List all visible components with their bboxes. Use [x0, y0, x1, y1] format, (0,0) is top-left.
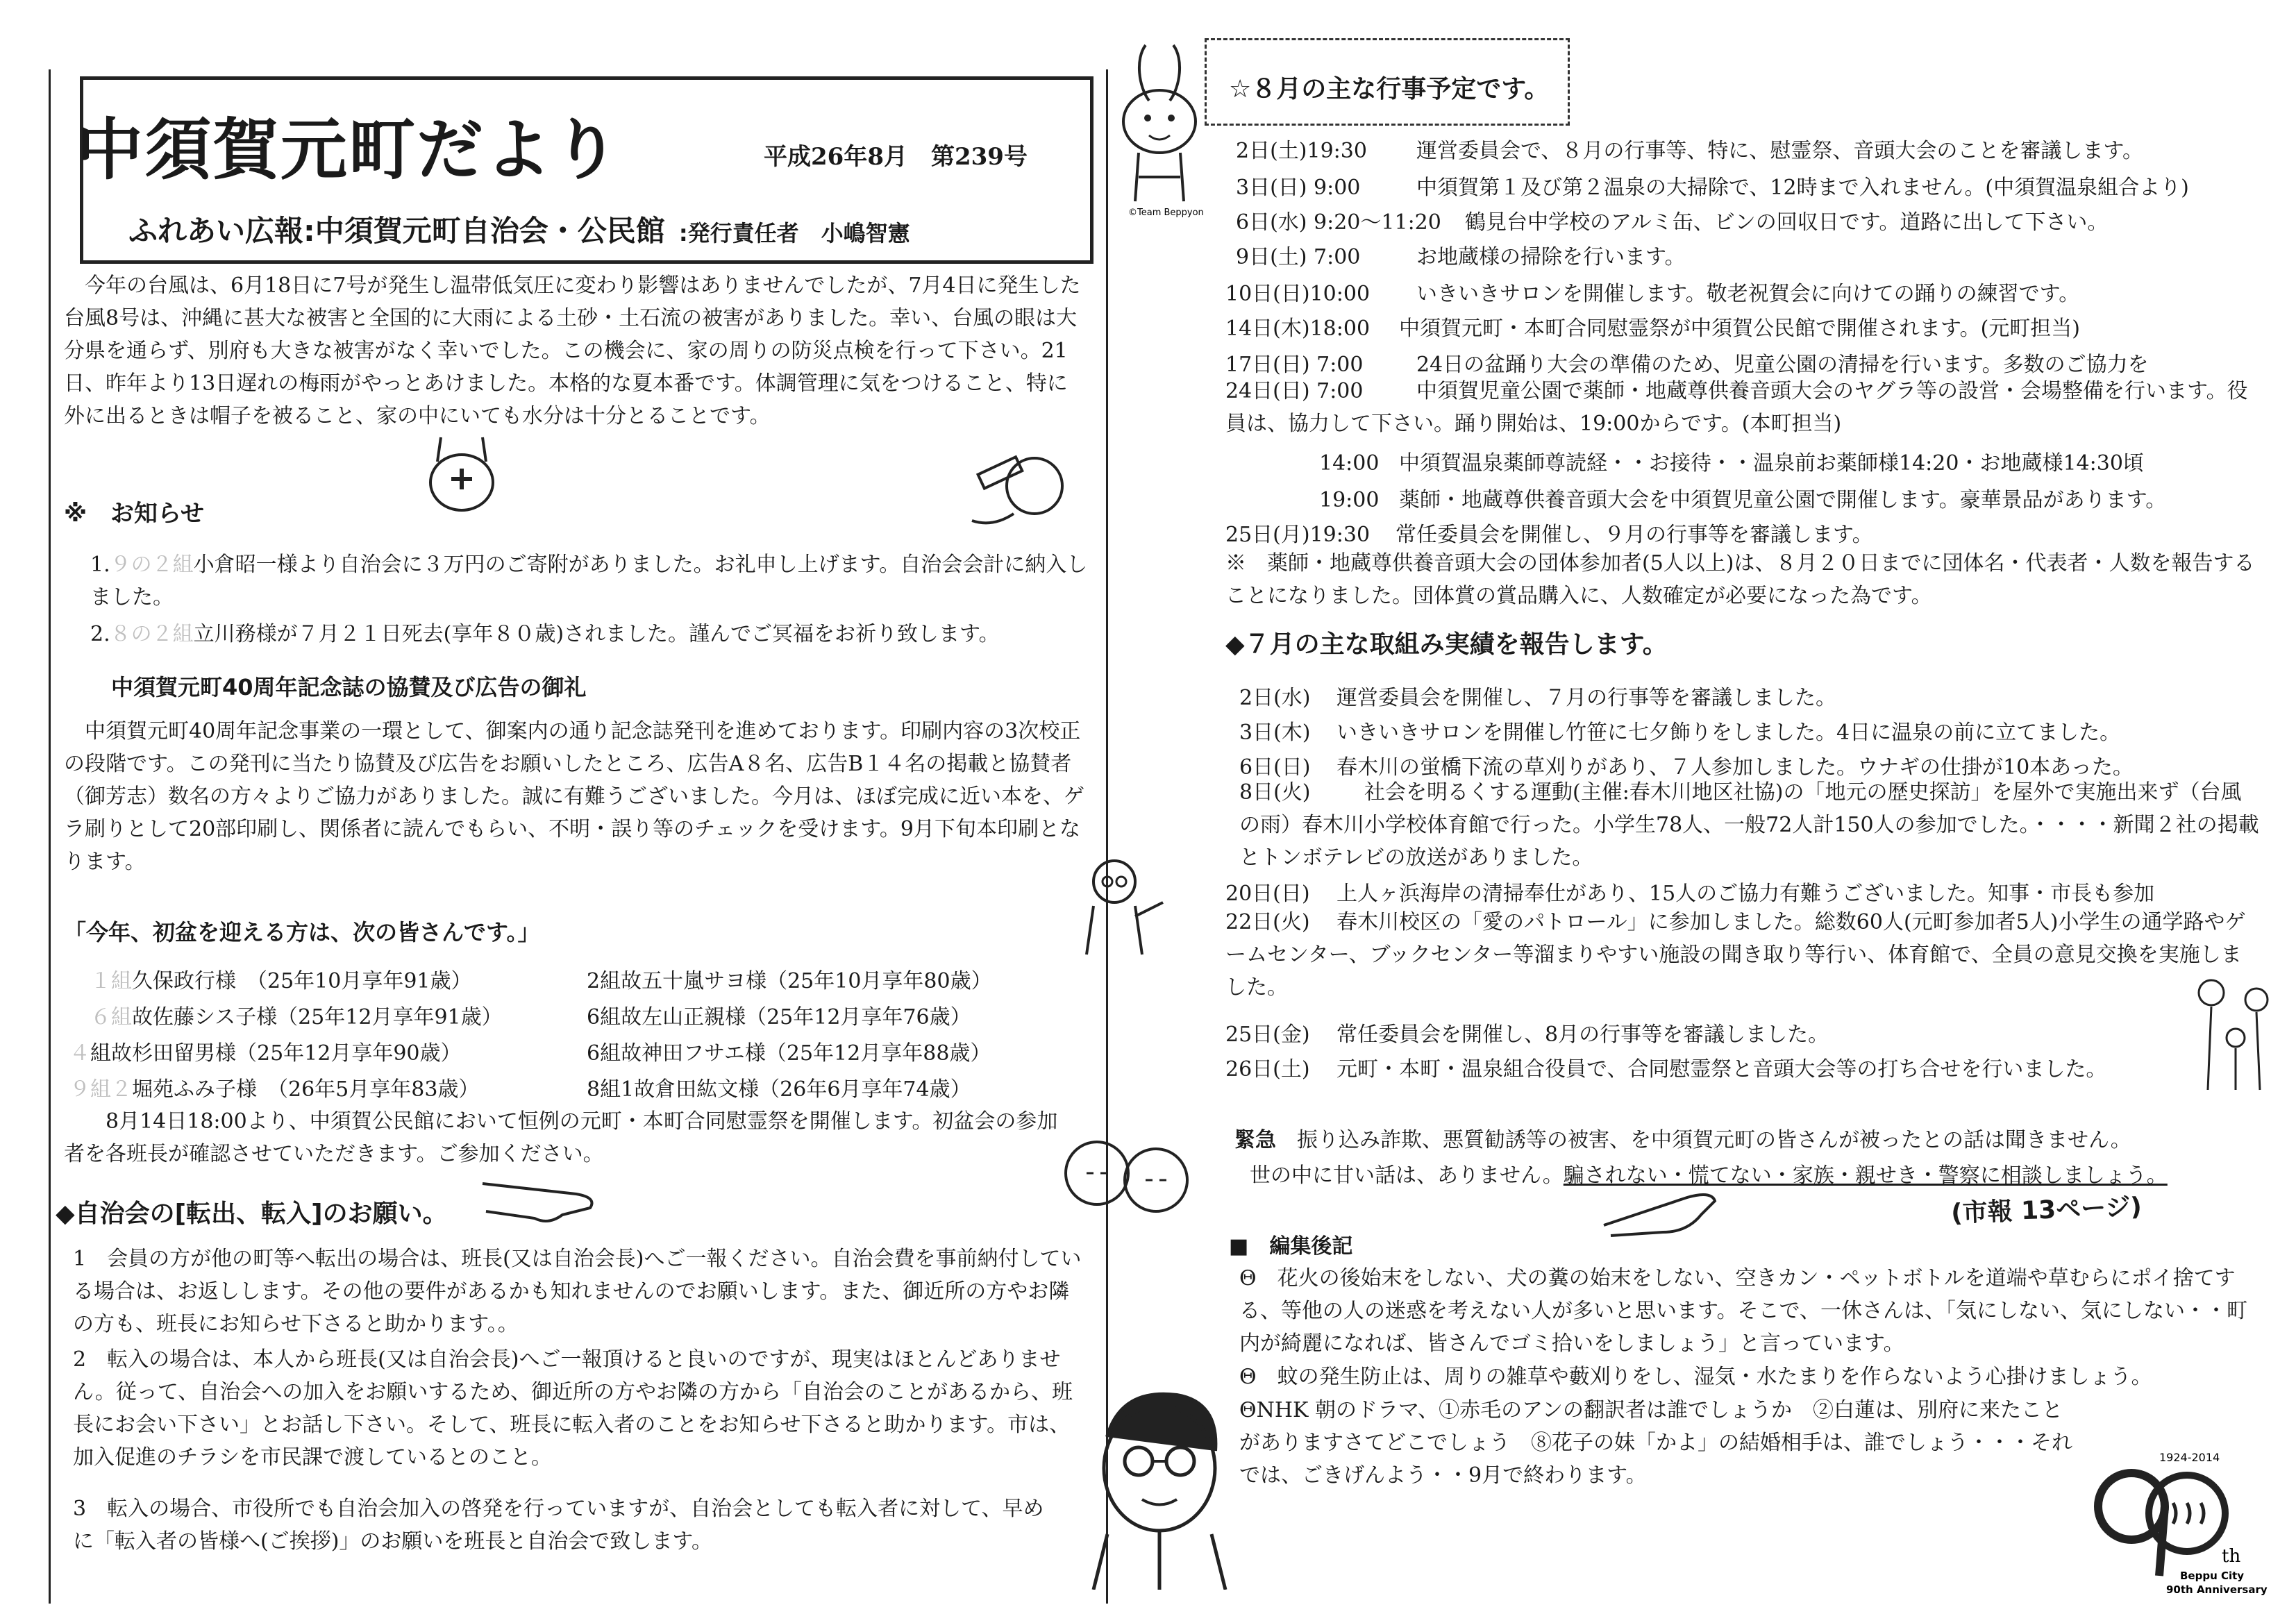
moving-paragraph-2: 2 転入の場合は、本人から班長(又は自治会長)へご一報頂けると良いのですが、現実はほとんどありません。従って、自治会への加入をお願いするため、御近所の方やお隣の方から「自治会のことがあるから、班長にお会い下さい」とお話し下さい。そして、班長に転入者のことをお知らせ下さると助かります。市は、加入促進のチラシを市民課で渡しているとのこと。	[73, 1347, 1073, 1470]
schedule-text: 24日の盆踊り大会の準備のため、児童公園の清掃を行います。多数のご協力を	[1416, 353, 2149, 377]
schedule-date: 9日(土) 7:00	[1236, 245, 1361, 269]
obon-name: 故佐藤シス子様（25年12月享年91歳）	[132, 1005, 503, 1029]
report-date: 20日(日)	[1225, 882, 1310, 906]
intro-paragraph: 今年の台風は、6月18日に7号が発生し温帯低気圧に変わり影響はありませんでしたが、7月4日に発生した台風8号は、沖縄に甚大な被害と全国的に大雨による土砂・土石流の被害がありました。幸い、台風の眼は大分県を通らず、別府も大きな被害がなく幸いでした。この機会に、家の周りの防災点検を行って下さい。21日、昨年より13日遅れの梅雨がやっとあけました。本格的な夏本番です。体調管理に気をつけること、特に外に出るときは帽子を被ること、家の中にいても水分は十分とることです。	[64, 274, 1081, 428]
obon-blurred-group: ４	[69, 1041, 90, 1066]
notice-blurred-group: ９の２組	[110, 553, 194, 577]
onsen-90-logo	[2076, 1437, 2270, 1604]
nurse-rabbit-icon	[417, 430, 507, 521]
report-row	[1239, 680, 1836, 711]
notice-blurred-group: ８の２組	[110, 622, 194, 646]
teacher-man-icon	[1080, 1381, 1239, 1590]
report-text: 運営委員会を開催し、７月の行事等を審議しました。	[1336, 686, 1836, 710]
newsletter-title: 中須賀元町だより	[76, 111, 621, 189]
schedule-text: 中須賀元町・本町合同慰霊祭が中須賀公民館で開催されます。(元町担当)	[1399, 317, 2081, 341]
report-text: 常任委員会を開催し、8月の行事等を審議しました。	[1336, 1023, 1829, 1047]
schedule-text: いきいきサロンを開催します。敬老祝賀会に向けての踊りの練習です。	[1416, 282, 2080, 306]
schedule-text: 中須賀児童公園で薬師・地蔵尊供養音頭大会のヤグラ等の設営・会場整備を行います。役員は、協力して下さい。踊り開始は、19:00からです。(本町担当)	[1225, 379, 2248, 436]
report-row	[1225, 906, 2260, 1004]
family-icon	[2187, 972, 2284, 1097]
obon-entry	[69, 1036, 462, 1066]
report-text: 元町・本町・温泉組合役員で、合同慰霊祭と音頭大会等の打ち合せを行いました。	[1336, 1057, 2107, 1082]
schedule-row	[1236, 205, 2108, 235]
schedule-row	[1236, 133, 2143, 164]
report-text: 社会を明るくする運動(主催:春木川地区社協)の「地元の歴史探訪」を屋外で実施出来ず（台風の雨）春木川小学校体育館で行った。小学生78人、一般72人計150人の参加でした。・・・・新聞２社の掲載とトンボテレビの放送がありました。	[1239, 780, 2259, 870]
schedule-row	[1225, 311, 2080, 342]
obon-blurred-group: １組	[90, 969, 132, 993]
schedule-row	[1319, 446, 2144, 476]
publisher: :発行責任者 小嶋智憲	[678, 220, 910, 246]
handwritten-note: (市報 13ページ)	[1950, 1193, 2143, 1228]
afterword-heading: ■ 編集後記	[1229, 1234, 1353, 1259]
obon-name: 組故杉田留男様（25年12月享年90歳）	[90, 1041, 462, 1066]
report-text: いきいきサロンを開催し竹笹に七夕飾りをしました。4日に温泉の前に立てました。	[1336, 721, 2121, 745]
schedule-text: 薬師・地蔵尊供養音頭大会を中須賀児童公園で開催します。豪華景品があります。	[1399, 488, 2167, 512]
obon-blurred-group: ６組	[90, 1005, 132, 1029]
subtitle-main: ふれあい広報:中須賀元町自治会・公民館	[128, 214, 665, 248]
schedule-text: 鶴見台中学校のアルミ缶、ビンの回収日です。道路に出して下さい。	[1465, 210, 2109, 235]
moving-paragraph-3: 3 転入の場合、市役所でも自治会加入の啓発を行っていますが、自治会としても転入者に対して、早めに「転入者の皆様へ(ご挨拶)」のお願いを班長と自治会で致します。	[73, 1497, 1044, 1554]
notice-text: 立川務様が７月２１日死去(享年８０歳)されました。謹んでご冥福をお祈り致します。	[193, 622, 1000, 646]
urgent-label: 緊急	[1234, 1128, 1276, 1152]
schedule-text: お地蔵様の掃除を行います。	[1416, 245, 1686, 269]
moving-heading: ◆自治会の[転出、転入]のお願い。	[56, 1200, 448, 1228]
obon-heading: 「今年、初盆を迎える方は、次の皆さんです。」	[64, 919, 540, 945]
schedule-row	[1319, 482, 2166, 513]
pointing-hand-icon	[1597, 1184, 1736, 1239]
report-row	[1239, 776, 2260, 874]
notices-heading: ※ お知らせ	[64, 500, 205, 528]
urgent-line-1	[1234, 1122, 2131, 1153]
schedule-row	[1225, 517, 1873, 548]
obon-name: 久保政行様 （25年10月享年91歳）	[132, 969, 472, 993]
logo-city: Beppu City	[2180, 1570, 2245, 1582]
urgent-text: 世の中に甘い話は、ありません。	[1250, 1163, 1564, 1188]
schedule-date: 25日(月)19:30	[1225, 523, 1371, 547]
notice-item-2	[90, 618, 1090, 650]
drinking-man-icon	[951, 444, 1076, 535]
report-date: 2日(水)	[1239, 686, 1311, 710]
august-note: ※ 薬師・地蔵尊供養音頭大会の団体参加者(5人以上)は、８月２０日までに団体名・代表者・人数を報告することになりました。団体賞の賞品購入に、人数確定が必要になった為です。	[1225, 551, 2255, 608]
report-text: 上人ヶ浜海岸の清掃奉仕があり、15人のご協力有難うございました。知事・市長も参加	[1336, 882, 2155, 906]
schedule-row	[1236, 170, 2189, 201]
urgent-text: 振り込み詐欺、悪質勧誘等の被害、を中須賀元町の皆さんが被ったとの話は聞きません。	[1297, 1128, 2131, 1152]
schedule-date: 10日(日)10:00	[1225, 282, 1371, 306]
anniversary-paragraph: 中須賀元町40周年記念事業の一環として、御案内の通り記念誌発刊を進めております。印刷内容の3次校正の段階です。この発刊に当たり協賛及び広告をお願いしたところ、広告A８名、広告B１４名の掲載と協賛者（御芳志）数名の方々よりご協力がありました。誠に有難うございました。今月は、ほぼ完成に近い本を、ゲラ刷りとして20部印刷し、関係者に読んでもらい、不明・誤り等のチェックを受けます。9月下旬本印刷となります。	[64, 719, 1084, 874]
schedule-text: 常任委員会を開催し、９月の行事等を審議します。	[1396, 523, 1873, 547]
urgent-advice: 騙されない・慌てない・家族・親せき・警察に相談しましょう。	[1563, 1163, 2168, 1188]
afterword-paragraph-2: Θ 蚊の発生防止は、周りの雑草や藪刈りをし、湿気・水たまりを作らないよう心掛けましょう。	[1239, 1365, 2152, 1389]
report-date: 8日(火)	[1239, 780, 1311, 805]
schedule-date: 14:00	[1319, 451, 1380, 476]
logo-th: th	[2222, 1546, 2241, 1567]
obon-entry: 6組故神田フサエ様（25年12月享年88歳）	[587, 1041, 991, 1066]
obon-entry: 8組1故倉田紘文様（26年6月享年74歳）	[587, 1077, 971, 1102]
schedule-text: 中須賀温泉薬師尊読経・・お接待・・温泉前お薬師様14:20・お地蔵様14:30頃	[1399, 451, 2144, 476]
report-text: 春木川の蛍橋下流の草刈りがあり、７人参加しました。ウナギの仕掛が10本あった。	[1336, 755, 2134, 780]
logo-anniversary: 90th Anniversary	[2166, 1583, 2268, 1596]
notice-item-1	[90, 548, 1090, 614]
issue-number: 平成26年8月 第239号	[764, 143, 1028, 171]
logo-years: 1924-2014	[2159, 1451, 2220, 1464]
schedule-row	[1225, 276, 2079, 307]
mascot-credit: ©Team Beppyon	[1128, 208, 1204, 218]
elderly-couple-icon	[1055, 1132, 1194, 1229]
obon-note: 8月14日18:00より、中須賀公民館において恒例の元町・本町合同慰霊祭を開催します。初盆会の参加者を各班長が確認させていただきます。ご参加ください。	[64, 1109, 1058, 1166]
schedule-row	[1225, 375, 2260, 440]
anniversary-heading: 中須賀元町40周年記念誌の協賛及び広告の御礼	[111, 674, 587, 700]
moving-paragraph-1: 1 会員の方が他の町等へ転出の場合は、班長(又は自治会長)へご一報ください。自治会費を事前納付している場合は、お返しします。その他の要件があるかも知れませんのでお願いします。また、御近所の方やお隣の方も、班長にお知らせ下さると助かります。。	[73, 1247, 1082, 1336]
schedule-date: 6日(水) 9:20～11:20	[1236, 210, 1441, 235]
afterword-paragraph-3: ΘNHK 朝のドラマ、①赤毛のアンの翻訳者は誰でしょうか ②白蓮は、別府に来たことがありますさてどこでしょう ⑧花子の妹「かよ」の結婚相手は、誰でしょう・・・それでは、ごきげんよう・・9月で終わります。	[1239, 1398, 2072, 1488]
notice-num: 1.	[90, 553, 110, 577]
obon-entry	[90, 1000, 503, 1030]
rabbit-mascot-icon	[1107, 38, 1212, 219]
report-row	[1225, 1052, 2106, 1082]
doctor-icon	[1073, 854, 1170, 958]
report-date: 26日(土)	[1225, 1057, 1310, 1082]
obon-entry: 6組故左山正親様（25年12月享年76歳）	[587, 1005, 971, 1029]
report-date: 25日(金)	[1225, 1023, 1310, 1047]
schedule-date: 14日(木)18:00	[1225, 317, 1371, 341]
report-text: 春木川校区の「愛のパトロール」に参加しました。総数60人(元町参加者5人)小学生の通学路やゲームセンター、ブックセンター等溜まりやすい施設の聞き取り等行い、体育館で、全員の意見交換を実施しました。	[1225, 910, 2246, 1000]
obon-name: 堀苑ふみ子様 （26年5月享年83歳）	[132, 1077, 480, 1102]
notice-num: 2.	[90, 622, 110, 646]
pointing-hand-icon	[479, 1173, 618, 1229]
schedule-row	[1236, 239, 1686, 270]
july-heading: ◆７月の主な取組み実績を報告します。	[1225, 630, 1668, 659]
schedule-date: 24日(日) 7:00	[1225, 379, 1364, 403]
report-date: 22日(火)	[1225, 910, 1310, 934]
obon-blurred-group: ９組２	[69, 1077, 132, 1102]
schedule-date: 17日(日) 7:00	[1225, 353, 1364, 377]
obon-entry	[90, 964, 472, 994]
schedule-text: 中須賀第１及び第２温泉の大掃除で、12時まで入れません。(中須賀温泉組合より)	[1416, 176, 2189, 200]
schedule-date: 2日(土)19:30	[1236, 139, 1367, 163]
obon-entry: 2組故五十嵐サヨ様（25年10月享年80歳）	[587, 969, 992, 993]
obon-entry	[69, 1072, 479, 1102]
report-row	[1225, 876, 2154, 907]
afterword-paragraph-1: Θ 花火の後始末をしない、犬の糞の始末をしない、空きカン・ペットボトルを道端や草むらにポイ捨てする、等他の人の迷惑を考えない人が多いと思います。そこで、一休さんは、「気にしない、気にしない・・町内が綺麗になれば、皆さんでゴミ拾いをしましょう」と言っています。	[1239, 1266, 2247, 1356]
notice-text: 小倉昭一様より自治会に３万円のご寄附がありました。お礼申し上げます。自治会会計に納入しました。	[90, 553, 1088, 609]
report-row	[1239, 715, 2120, 746]
report-date: 3日(木)	[1239, 721, 1311, 745]
report-date: 6日(日)	[1239, 755, 1311, 780]
schedule-date: 19:00	[1319, 488, 1380, 512]
schedule-date: 3日(日) 9:00	[1236, 176, 1361, 200]
schedule-text: 運営委員会で、８月の行事等、特に、慰霊祭、音頭大会のことを審議します。	[1416, 139, 2143, 163]
schedule-row	[1225, 347, 2149, 378]
august-heading: ☆８月の主な行事予定です。	[1229, 75, 1550, 103]
subtitle	[128, 208, 910, 250]
report-row	[1225, 1017, 1829, 1048]
